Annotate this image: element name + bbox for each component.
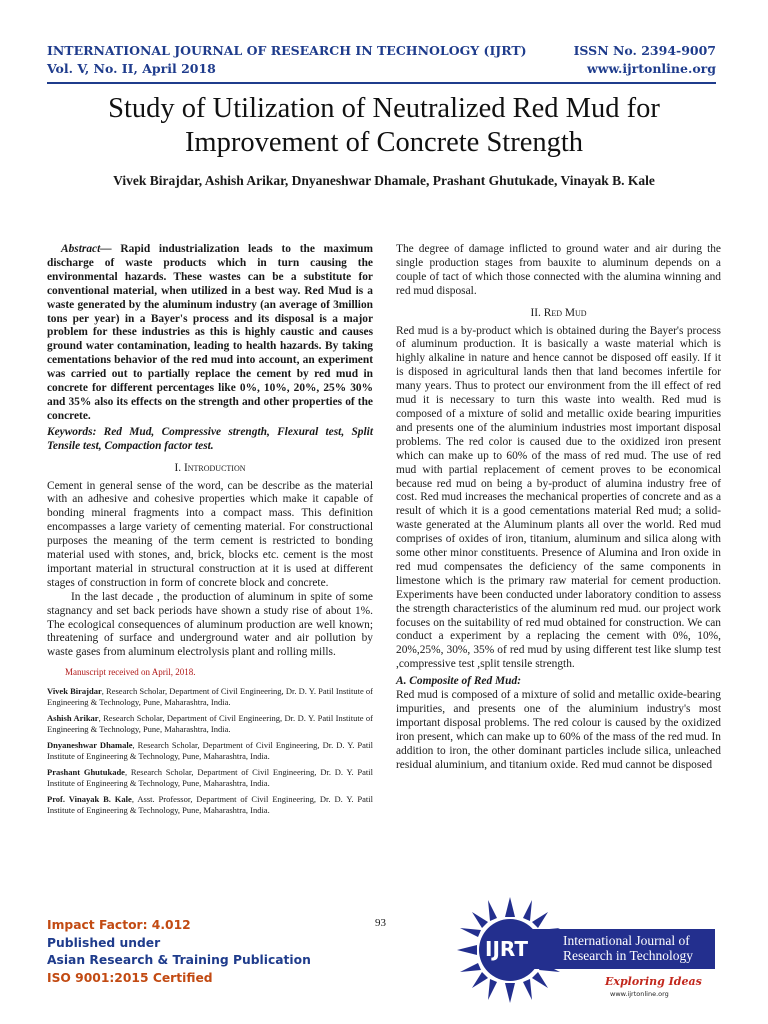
affiliation-item [47, 767, 373, 789]
logo-name-line-1: International Journal of [563, 933, 690, 948]
title-line-1: Study of Utilization of Neutralized Red Mud for [108, 93, 660, 124]
journal-website: www.ijrtonline.org [587, 61, 716, 76]
footer-info [47, 917, 311, 987]
affiliation-author: Ashish Arikar [47, 713, 99, 724]
affiliation-author: Dnyaneshwar Dhamale [47, 740, 133, 751]
publisher: Asian Research & Training Publication [47, 953, 311, 967]
manuscript-note: Manuscript received on April, 2018. [65, 667, 196, 678]
logo-name-line-2: Research in Technology [563, 948, 694, 963]
right-paragraph-0: The degree of damage inflicted to ground water and air during the single production stages from bauxite to aluminum depends on a couple of tact of which those connected with the alumina winning and red mud disposal. [396, 243, 721, 297]
logo-journal-name [563, 933, 693, 963]
journal-meta [574, 42, 716, 78]
affiliation-text: , Research Scholar, Department of Civil Engineering, Dr. D. Y. Patil Institute of Engineering & Technology, Pune, Maharashtra, India. [47, 767, 373, 789]
journal-logo [455, 895, 723, 1007]
affiliation-text: , Research Scholar, Department of Civil Engineering, Dr. D. Y. Patil Institute of Engineering & Technology, Pune, Maharashtra, India. [47, 740, 373, 762]
journal-name: INTERNATIONAL JOURNAL OF RESEARCH IN TECHNOLOGY (IJRT) [47, 43, 527, 58]
section-heading-red-mud: II. Red Mud [530, 306, 587, 319]
logo-abbreviation: IJRT [485, 937, 529, 961]
affiliation-author: Prashant Ghutukade [47, 767, 125, 778]
abstract-text: Rapid industrialization leads to the maximum discharge of waste products which in turn causing the environmental hazards. These wastes can be a substitute for conventional material, when utilized in a best way. Red Mud is a waste generated by the aluminum industry (an average of 3million tons per year) in a Bayer's process and its disposal is a major problem for these industries as this is highly caustic and causes ground water contamination, leading to health hazards. By taking cementations behavior of the red mud into account, an experiment was carried out to partially replace the cement by red mud in concrete for different percentages like 0%, 10%, 20%, 25% 30% and 35% also its effects on the strength and other properties of the concrete. [47, 243, 373, 422]
paper-title [40, 92, 728, 160]
section-heading-introduction: I. Introduction [174, 461, 246, 474]
abstract [47, 243, 373, 424]
abstract-label: Abstract— [61, 243, 112, 255]
affiliation-item [47, 794, 373, 816]
keywords: Keywords: Red Mud, Compressive strength, Flexural test, Split Tensile test, Compaction factor test. [47, 425, 373, 452]
subsection-heading-composite: A. Composite of Red Mud: [396, 675, 521, 688]
red-mud-paragraph: Red mud is a by-product which is obtained during the Bayer's process of aluminum production. It is basically a waste material which is highly alkaline in nature and hence cannot be disposed off easily. If it is disposed in agricultural lands then that land becomes infertile for many years. Thus to protect our environment from the ill effect of red mud it is necessary to turn this waste into wealth. Red mud is composed of a mixture of solid and metallic oxide bearing impurities and presents one of the aluminium industries most important disposal problems. The red color is caused due to the oxidized iron present which can make up to 60% of the mass of red mud. The use of red mud with partial replacement of cement proves to be economical because red mud on being a by-product of alumina industry free of cost. Red mud increases the mechanical properties of concrete and as a result of which it is a good cementations material Red mud; a solid- waste generated at the Aluminum plants all over the world. Red mud comprises of oxides of iron, titanium, aluminum and silica along with some other minor constituents. Presence of Alumina and Iron oxide in red mud compensates the deficiency of the same components in limestone which is the primary raw material for cement production. Experiments have been conducted under laboratory condition to assess the strength characteristics of the aluminum red mud. our project work focuses on the suitability of red mud obtained for construction. We can conduct a experiment by a replacing the cement with 0%, 10%, 20%,25%, 30%, 35% of red mud by using different test like slump test ,compressive test ,split tensile strength. [396, 324, 721, 671]
page-number: 93 [375, 917, 386, 929]
journal-volume: Vol. V, No. II, April 2018 [47, 61, 216, 76]
iso-certification: ISO 9001:2015 Certified [47, 970, 213, 985]
affiliation-item [47, 686, 373, 708]
composite-paragraph: Red mud is composed of a mixture of solid and metallic oxide-bearing impurities, and presents one of the aluminium industry's most important disposal problems. The red colour is caused by the oxidized iron present, which can make up to 60% of the mass of the red mud. In addition to iron, the other dominant particles include silica, unleached residual aluminium, and titanium oxide. Red mud cannot be disposed [396, 689, 721, 771]
affiliation-text: , Asst. Professor, Department of Civil Engineering, Dr. D. Y. Patil Institute of Engineering & Technology, Pune, Maharashtra, India. [47, 794, 373, 816]
right-column [396, 243, 721, 773]
issn: ISSN No. 2394-9007 [573, 43, 716, 58]
title-line-2: Improvement of Concrete Strength [184, 127, 584, 158]
affiliation-text: , Research Scholar, Department of Civil Engineering, Dr. D. Y. Patil Institute of Engineering & Technology, Pune, Maharashtra, India. [47, 713, 374, 735]
affiliation-author: Prof. Vinayak B. Kale [47, 794, 132, 805]
affiliation-text: , Research Scholar, Department of Civil Engineering, Dr. D. Y. Patil Institute of Engineering & Technology, Pune, Maharashtra, India. [47, 686, 373, 708]
logo-url: www.ijrtonline.org [610, 990, 669, 998]
impact-factor: Impact Factor: 4.012 [47, 918, 191, 932]
affiliation-list [47, 686, 373, 816]
intro-paragraph-2: In the last decade , the production of aluminum in spite of some stagnancy and set back periods have shown a study rise of about 1%. The ecological consequences of aluminum production are well known; threatening of surface and underground water and air pollution by waste gases from aluminum electrolysis plant and rolling mills. [47, 590, 373, 659]
left-column [47, 243, 373, 821]
published-under: Published under [47, 935, 161, 950]
affiliation-item [47, 713, 373, 735]
logo-tagline: Exploring Ideas [605, 975, 702, 988]
journal-header [47, 42, 527, 78]
author-list: Vivek Birajdar, Ashish Arikar, Dnyaneshwar Dhamale, Prashant Ghutukade, Vinayak B. Kale [113, 173, 655, 188]
affiliation-item [47, 740, 373, 762]
header-rule [47, 82, 716, 84]
intro-paragraph-1: Cement in general sense of the word, can be describe as the material with an adhesive and cohesive properties which make it capable of bonding mineral fragments into a compact mass. This definition encompasses a large variety of cementing material. For constructional purposes the meaning of the term cement is restricted to bonding material used with stones, and, brick, blocks etc. cement is the most important material in structural construction at it is used at different stages of construction in form of concrete block and concrete. [47, 479, 373, 589]
affiliation-author: Vivek Birajdar [47, 686, 102, 697]
